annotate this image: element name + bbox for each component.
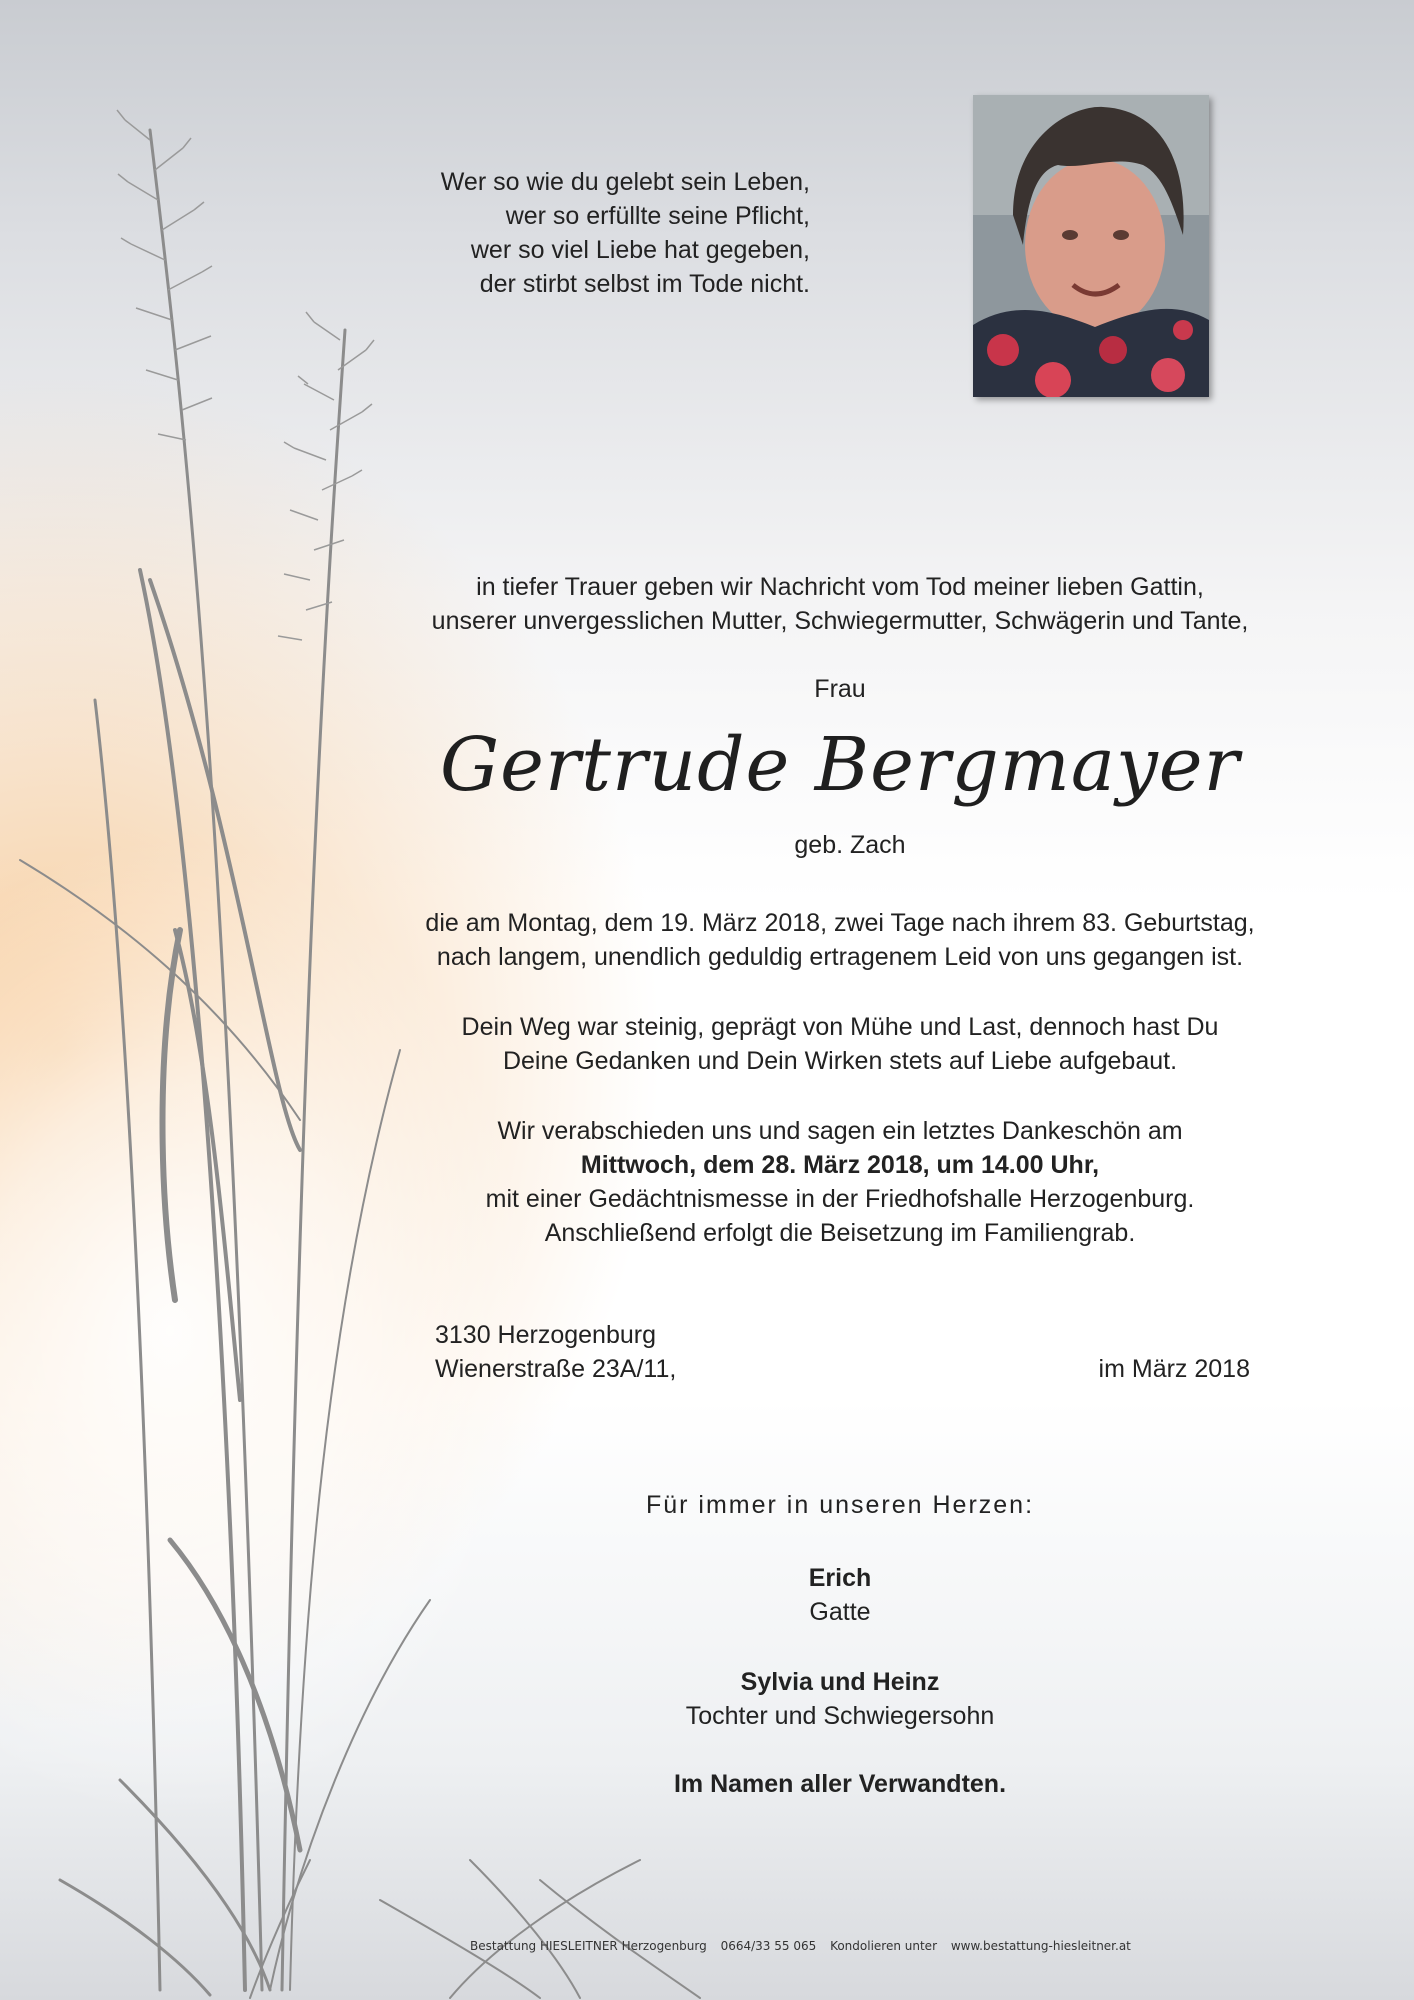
tribute-line: Dein Weg war steinig, geprägt von Mühe und Last, dennoch hast Du: [461, 1013, 1219, 1041]
farewell-line: mit einer Gedächtnismesse in der Friedhofshalle Herzogenburg.: [485, 1185, 1195, 1213]
mourner: [590, 1665, 1090, 1733]
mourner: [590, 1561, 1090, 1629]
poem-line: wer so erfüllte seine Pflicht,: [505, 202, 810, 230]
tribute: [300, 1010, 1380, 1078]
poem-line: Wer so wie du gelebt sein Leben,: [440, 168, 810, 196]
footer-phone: 0664/33 55 065: [720, 1939, 817, 1953]
closing-line: Im Namen aller Verwandten.: [673, 1770, 1007, 1798]
death-notice-line: die am Montag, dem 19. März 2018, zwei Tage nach ihrem 83. Geburtstag,: [425, 909, 1255, 937]
deceased-name: Gertrude Bergmayer: [440, 722, 1240, 808]
announcement-line: unserer unvergesslichen Mutter, Schwiegermutter, Schwägerin und Tante,: [431, 607, 1249, 635]
maiden-name: geb. Zach: [794, 831, 906, 859]
place-date: im März 2018: [1098, 1355, 1250, 1383]
poem-line: der stirbt selbst im Tode nicht.: [479, 270, 810, 298]
mourner-relation: Gatte: [809, 1598, 871, 1626]
death-notice-line: nach langem, unendlich geduldig ertragenem Leid von uns gegangen ist.: [436, 943, 1244, 971]
portrait-photo: [973, 95, 1209, 397]
tribute-line: Deine Gedanken und Dein Wirken stets auf Liebe aufgebaut.: [502, 1047, 1178, 1075]
mourners-heading: Für immer in unseren Herzen:: [645, 1491, 1035, 1519]
footer: [470, 1938, 1230, 1954]
address-line: Wienerstraße 23A/11,: [435, 1355, 677, 1383]
death-notice: [300, 906, 1380, 974]
mourner-name: Erich: [808, 1564, 872, 1592]
salutation: Frau: [814, 675, 866, 703]
farewell-line: Wir verabschieden uns und sagen ein letztes Dankeschön am: [497, 1117, 1183, 1145]
announcement: [300, 570, 1380, 638]
address: [435, 1318, 835, 1386]
announcement-line: in tiefer Trauer geben wir Nachricht vom Tod meiner lieben Gattin,: [476, 573, 1204, 601]
footer-website-link[interactable]: www.bestattung-hiesleitner.at: [950, 1939, 1131, 1953]
farewell-line: Anschließend erfolgt die Beisetzung im Familiengrab.: [544, 1219, 1136, 1247]
mourner-relation: Tochter und Schwiegersohn: [685, 1702, 995, 1730]
footer-company: Bestattung HIESLEITNER Herzogenburg: [470, 1939, 707, 1953]
service-date: Mittwoch, dem 28. März 2018, um 14.00 Uhr,: [580, 1151, 1100, 1179]
address-line: 3130 Herzogenburg: [435, 1321, 656, 1349]
farewell: [300, 1114, 1380, 1250]
footer-condolence: Kondolieren unter: [830, 1939, 937, 1953]
mourner-name: Sylvia und Heinz: [740, 1668, 940, 1696]
poem-line: wer so viel Liebe hat gegeben,: [470, 236, 810, 264]
poem: [350, 165, 810, 301]
